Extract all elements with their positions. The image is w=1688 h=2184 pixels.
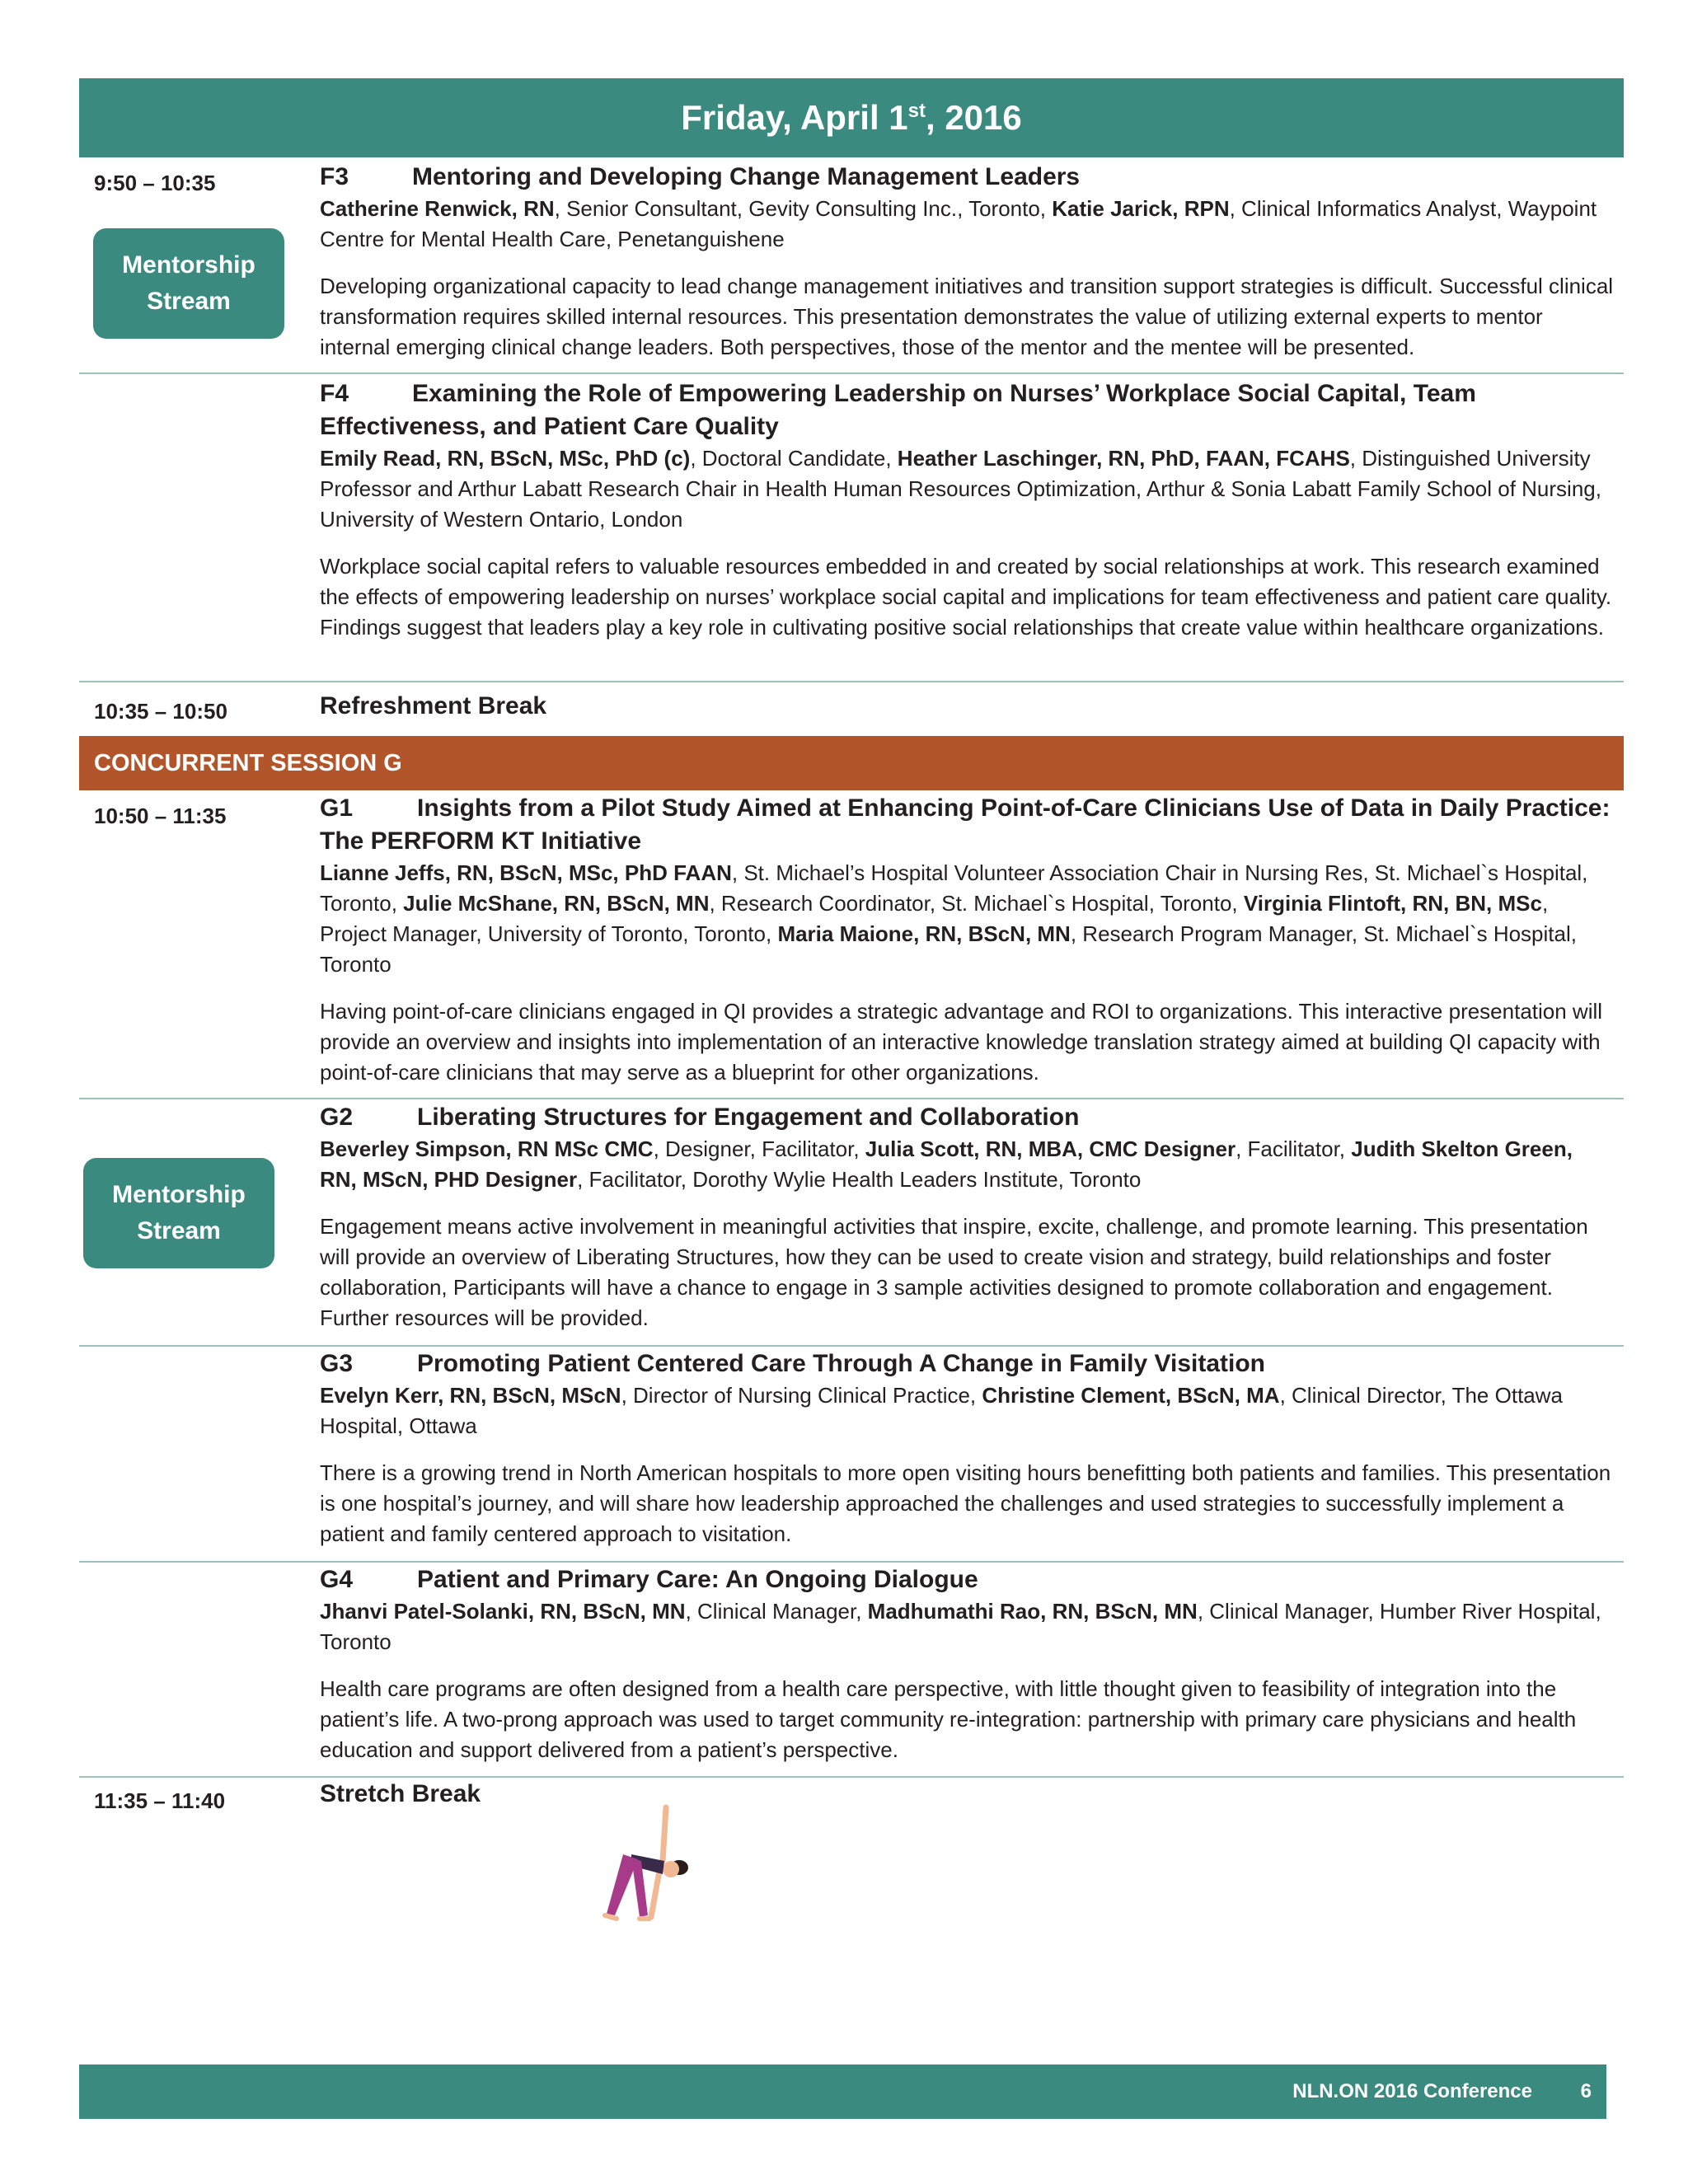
session-title-text: Mentoring and Developing Change Management Leaders — [412, 163, 1081, 190]
author-name: Maria Maione, RN, BScN, MN — [777, 921, 1071, 946]
session-content — [320, 1101, 1614, 1333]
page-footer — [79, 2064, 1606, 2119]
author-name: Beverley Simpson, RN MSc CMC — [320, 1137, 654, 1161]
session-title-text: Insights from a Pilot Study Aimed at Enhancing Point-of-Care Clinicians Use of Data in Daily Practice: The PERFORM KT Initiative — [320, 794, 1611, 855]
session-title — [320, 1101, 1614, 1134]
session-title — [320, 1563, 1614, 1596]
session-abstract: Engagement means active involvement in meaningful activities that inspire, excite, challenge, and promote learning. This presentation will provide an overview of Liberating Structures, how they can be used to create vision and strategy, build relationships and foster collaboration, Participants will have a chance to engage in 3 sample activities designed to promote collaboration and engagement. Further resources will be provided. — [320, 1214, 1588, 1330]
divider — [79, 1776, 1624, 1778]
session-title-text: Promoting Patient Centered Care Through A Change in Family Visitation — [417, 1350, 1266, 1377]
session-code: G3 — [320, 1350, 354, 1377]
session-abstract: Workplace social capital refers to valuable resources embedded in and created by social relationships at work. This research examined the effects of empowering leadership on nurses’ workplace social capital and implications for team effectiveness and patient care quality. Findings suggest that leaders play a key role in cultivating positive social relationships that create value within healthcare organizations. — [320, 554, 1612, 640]
divider — [79, 1561, 1624, 1563]
session-title-text: Examining the Role of Empowering Leadership on Nurses’ Workplace Social Capital, Team Effectiveness, and Patient Care Quality — [320, 380, 1476, 440]
concurrent-session-label: CONCURRENT SESSION G — [94, 750, 402, 776]
session-abstract: Health care programs are often designed from a health care perspective, with little thought given to feasibility of integration into the patient’s life. A two-prong approach was used to target community re-integration: partnership with primary care physicians and health education and support delivered from a patient’s perspective. — [320, 1676, 1577, 1762]
author-affiliation: , Research Coordinator, St. Michael`s Hospital, Toronto, — [709, 891, 1244, 916]
time-label: 10:35 – 10:50 — [94, 699, 227, 724]
header-year: , 2016 — [925, 98, 1022, 137]
session-code: G4 — [320, 1566, 354, 1593]
concurrent-session-header — [79, 736, 1624, 790]
session-code: F4 — [320, 380, 349, 407]
page-number: 6 — [1580, 2080, 1592, 2102]
author-affiliation: , Designer, Facilitator, — [653, 1137, 865, 1161]
session-authors — [320, 194, 1614, 255]
session-title — [320, 1347, 1614, 1380]
author-name: Julia Scott, RN, MBA, CMC Designer — [865, 1137, 1236, 1161]
mentorship-stream-badge — [83, 1158, 274, 1268]
author-affiliation: , Director of Nursing Clinical Practice, — [621, 1383, 982, 1408]
break-content — [320, 692, 1614, 720]
header-day: Friday, April 1 — [681, 98, 908, 137]
session-title-text: Patient and Primary Care: An Ongoing Dialogue — [417, 1566, 978, 1593]
divider — [79, 373, 1624, 374]
author-name: Jhanvi Patel-Solanki, RN, BScN, MN — [320, 1599, 686, 1624]
session-title — [320, 377, 1614, 443]
author-affiliation: , Clinical Director, The Ottawa Hospital, Ottawa — [320, 1383, 1563, 1438]
badge-line: Mentorship — [112, 1181, 246, 1208]
time-label: 9:50 – 10:35 — [94, 171, 216, 195]
session-content — [320, 1347, 1614, 1549]
session-abstract: Having point-of-care clinicians engaged in QI provides a strategic advantage and ROI to organizations. This interactive presentation will provide an overview and insights into implementation of an interactive knowledge translation strategy aimed at building QI capacity with point-of-care clinicians that may serve as a blueprint for other organizations. — [320, 999, 1603, 1085]
mentorship-stream-badge — [93, 228, 284, 339]
author-affiliation: , Senior Consultant, Gevity Consulting Inc., Toronto, — [554, 196, 1053, 221]
author-name: Madhumathi Rao, RN, BScN, MN — [867, 1599, 1198, 1624]
footer-conference: NLN.ON 2016 Conference — [1292, 2080, 1532, 2102]
session-content — [320, 377, 1614, 643]
author-affiliation: , Distinguished University Professor and Arthur Labatt Research Chair in Health Human Resources Optimization, Arthur & Sonia Labatt Family School of Nursing, University of Western Ontario, London — [320, 446, 1601, 532]
yoga-figure-icon — [590, 1803, 697, 1927]
author-name: Lianne Jeffs, RN, BScN, MSc, PhD FAAN — [320, 860, 732, 885]
session-title — [320, 792, 1614, 858]
author-affiliation: , Clinical Manager, — [685, 1599, 868, 1624]
page-header — [79, 78, 1624, 157]
author-name: Evelyn Kerr, RN, BScN, MScN — [320, 1383, 621, 1408]
badge-line: Stream — [147, 288, 231, 315]
author-affiliation: , Research Program Manager, St. Michael`s Hospital, Toronto — [320, 921, 1577, 977]
author-name: Virginia Flintoft, RN, BN, MSc — [1243, 891, 1542, 916]
author-name: Julie McShane, RN, BScN, MN — [403, 891, 710, 916]
session-authors — [320, 1596, 1614, 1657]
break-content — [320, 1780, 1614, 1808]
session-authors — [320, 1134, 1614, 1195]
author-name: Emily Read, RN, BScN, MSc, PhD (c) — [320, 446, 691, 471]
author-affiliation: , St. Michael’s Hospital Volunteer Association Chair in Nursing Res, St. Michael`s Hospital, Toronto, — [320, 860, 1588, 916]
session-code: F3 — [320, 163, 349, 190]
divider — [79, 681, 1624, 682]
session-content — [320, 792, 1614, 1088]
time-label: 11:35 – 11:40 — [94, 1788, 226, 1813]
session-content — [320, 1563, 1614, 1765]
session-authors — [320, 443, 1614, 535]
author-affiliation: , Clinical Informatics Analyst, Waypoint Centre for Mental Health Care, Penetanguishene — [320, 196, 1597, 251]
session-title — [320, 161, 1614, 194]
session-abstract: Developing organizational capacity to lead change management initiatives and transition support strategies is difficult. Successful clinical transformation requires skilled internal resources. This presentation demonstrates the value of utilizing external experts to mentor internal emerging clinical change leaders. Both perspectives, those of the mentor and the mentee will be presented. — [320, 274, 1614, 359]
author-name: Katie Jarick, RPN — [1052, 196, 1230, 221]
session-abstract: There is a growing trend in North American hospitals to more open visiting hours benefitting both patients and families. This presentation is one hospital’s journey, and will share how leadership approached the challenges and used strategies to successfully implement a patient and family centered approach to visitation. — [320, 1460, 1611, 1546]
break-title: Refreshment Break — [320, 692, 547, 719]
author-affiliation: , Project Manager, University of Toronto, Toronto, — [320, 891, 1549, 946]
session-code: G2 — [320, 1104, 354, 1131]
author-name: Heather Laschinger, RN, PhD, FAAN, FCAHS — [897, 446, 1350, 471]
author-affiliation: , Facilitator, — [1236, 1137, 1352, 1161]
session-code: G1 — [320, 794, 354, 822]
author-name: Judith Skelton Green, RN, MScN, PHD Designer — [320, 1137, 1573, 1192]
session-authors — [320, 1380, 1614, 1441]
badge-line: Stream — [137, 1217, 221, 1244]
time-label: 10:50 – 11:35 — [94, 804, 227, 828]
header-sup: st — [907, 100, 926, 122]
divider — [79, 1098, 1624, 1099]
break-title: Stretch Break — [320, 1780, 481, 1807]
author-affiliation: , Facilitator, Dorothy Wylie Health Leaders Institute, Toronto — [577, 1167, 1142, 1192]
session-content — [320, 161, 1614, 363]
session-title-text: Liberating Structures for Engagement and Collaboration — [417, 1104, 1080, 1131]
divider — [79, 1345, 1624, 1347]
session-authors — [320, 858, 1614, 980]
author-affiliation: , Clinical Manager, Humber River Hospital, Toronto — [320, 1599, 1601, 1654]
author-name: Christine Clement, BScN, MA — [982, 1383, 1280, 1408]
author-name: Catherine Renwick, RN — [320, 196, 555, 221]
badge-line: Mentorship — [122, 251, 256, 279]
author-affiliation: , Doctoral Candidate, — [690, 446, 898, 471]
